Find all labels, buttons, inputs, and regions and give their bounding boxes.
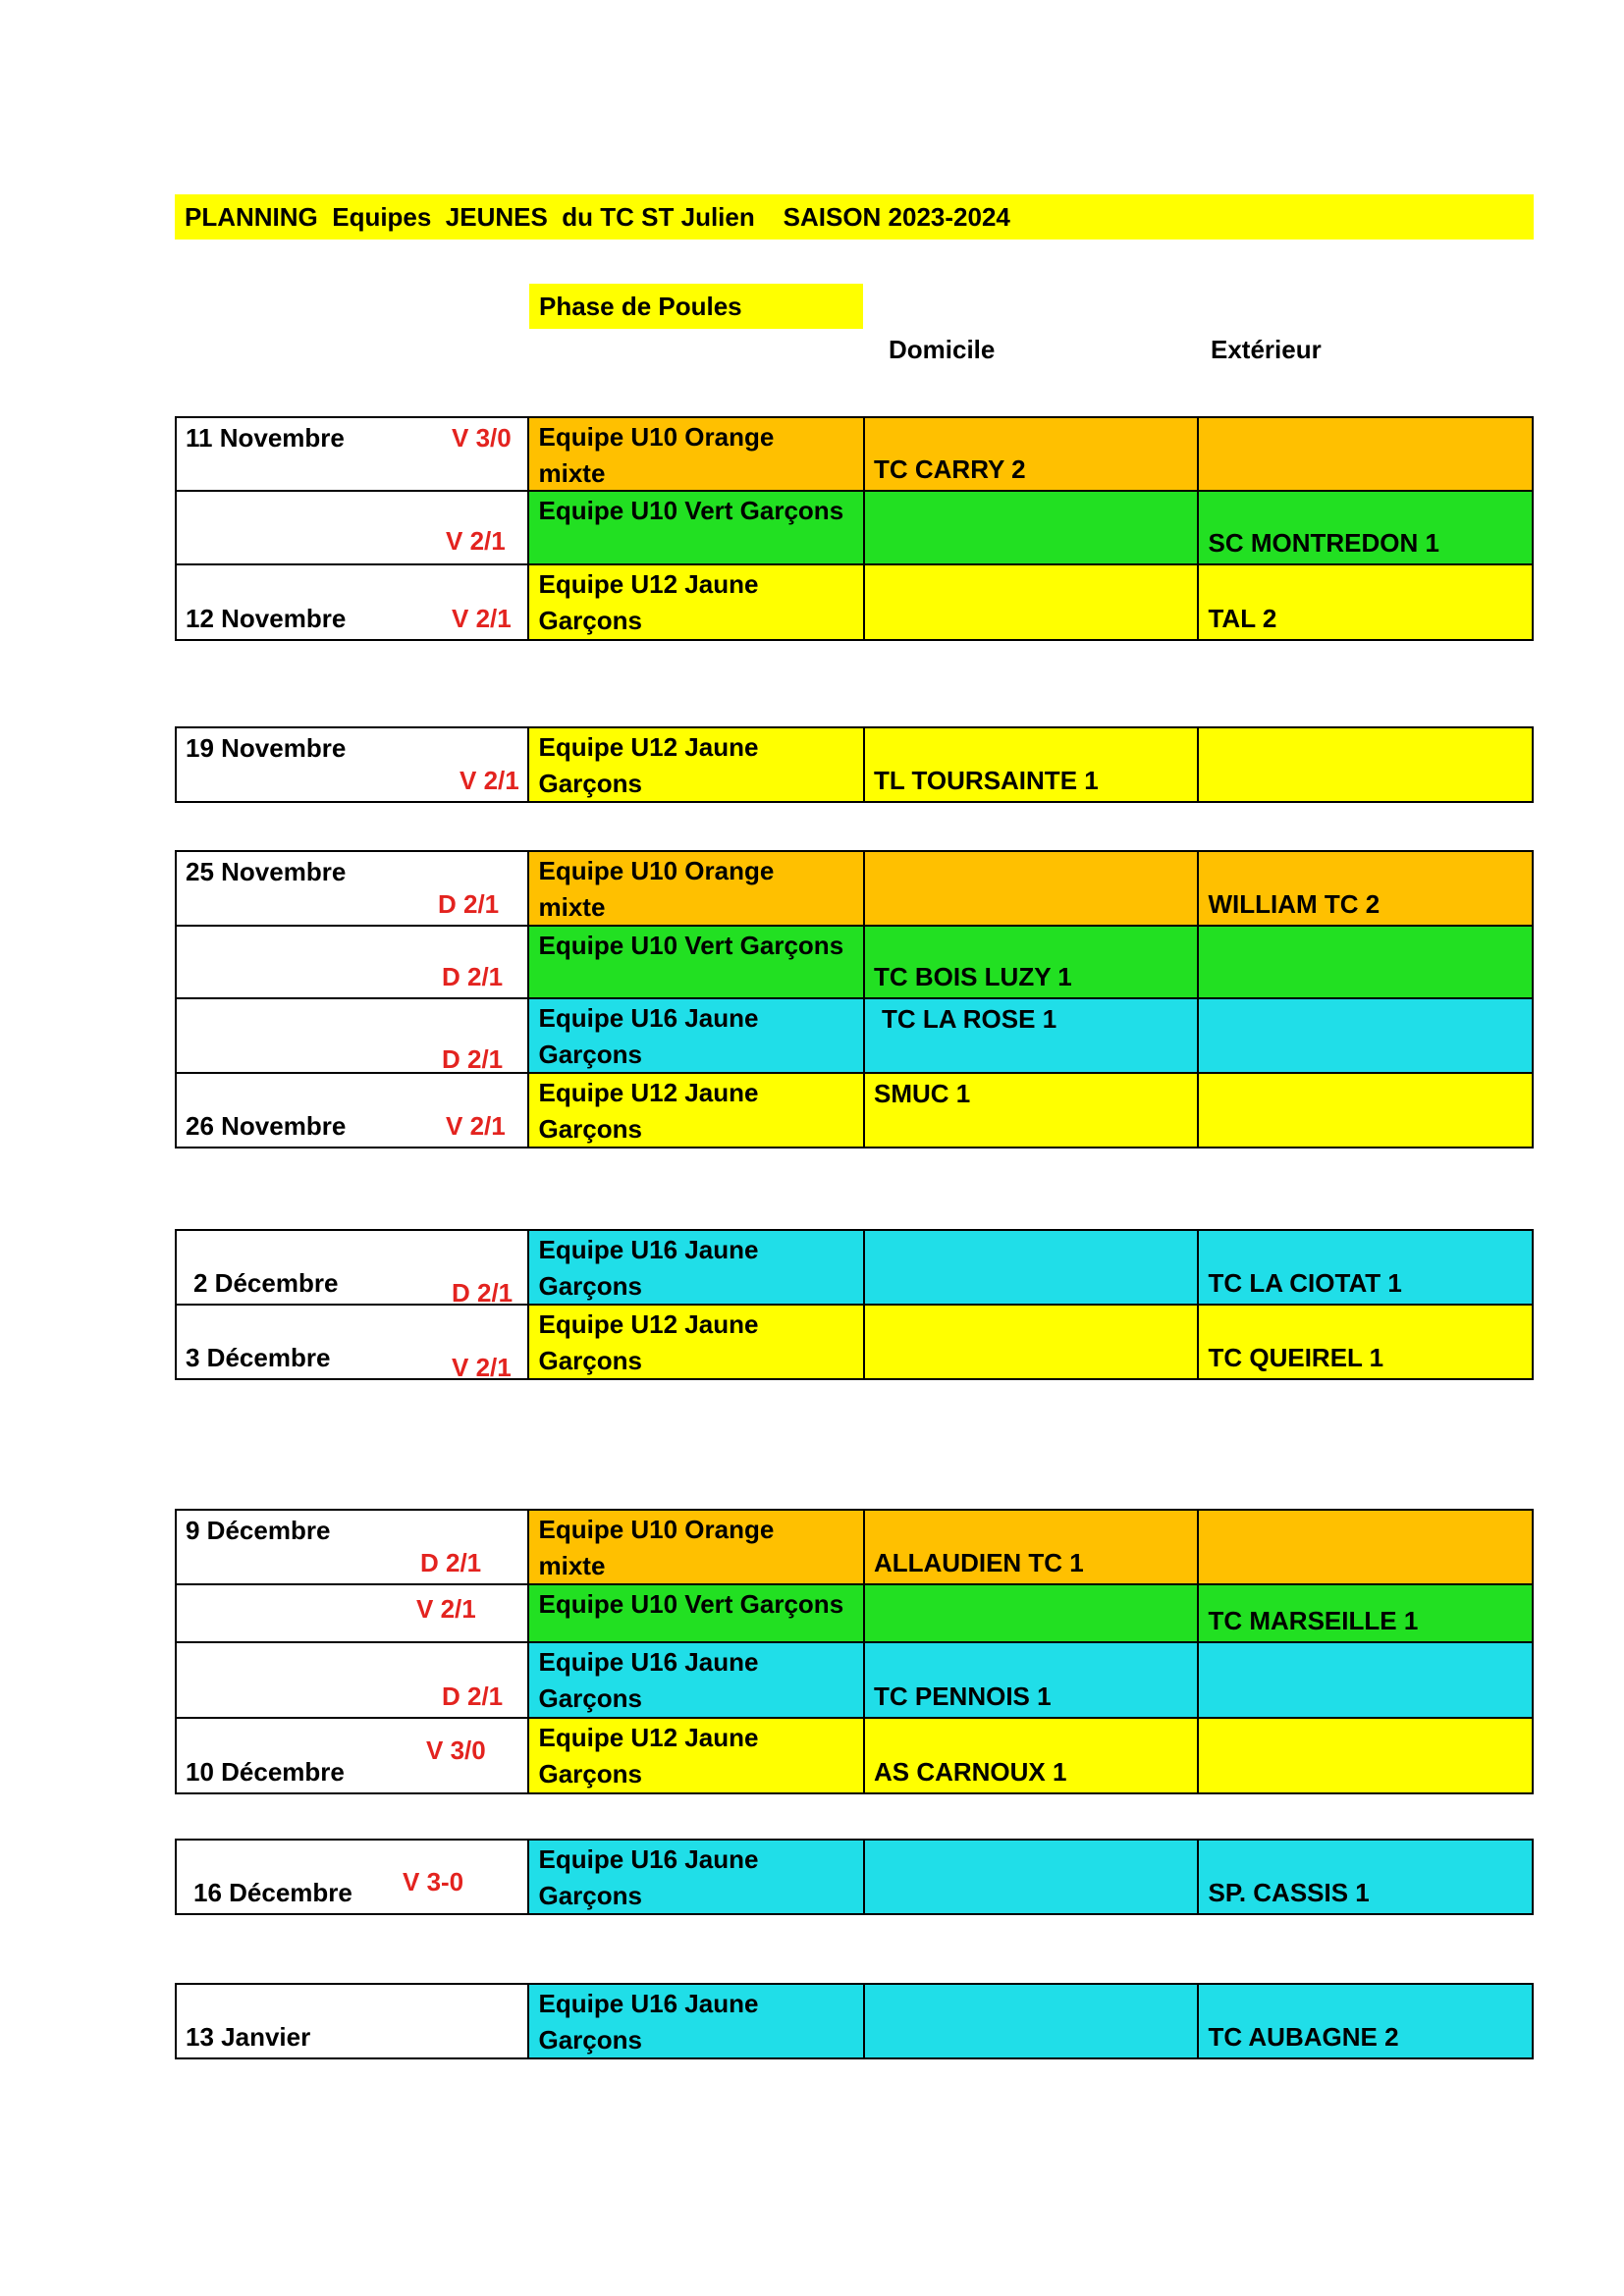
team-cell [529,1983,865,2059]
team-cell [529,927,865,999]
match-score: D 2/1 [442,962,504,991]
away-cell [1199,1074,1534,1148]
table-row [175,565,1534,641]
away-opponent: SC MONTREDON 1 [1208,528,1439,558]
away-cell [1199,1229,1534,1306]
home-cell [865,1839,1200,1915]
match-score: V 2/1 [446,526,506,556]
home-cell [865,1719,1200,1794]
home-cell [865,999,1200,1074]
phase-label: Phase de Poules [529,284,863,329]
team-category: mixte [538,892,606,922]
team-name: Equipe U12 Jaune [538,732,759,762]
away-cell [1199,1983,1534,2059]
home-cell [865,927,1200,999]
table-row [175,416,1534,492]
match-score: V 2/1 [452,1353,512,1382]
team-cell [529,850,865,927]
table-row [175,999,1534,1074]
match-score: V 3-0 [403,1867,464,1896]
home-cell [865,1074,1200,1148]
team-name: Equipe U10 Orange [538,422,775,452]
match-date: 11 Novembre [186,423,345,453]
team-category: Garçons [538,1881,642,1910]
away-cell [1199,1509,1534,1585]
team-cell [529,726,865,803]
team-category: Garçons [538,2025,642,2055]
home-opponent: TC CARRY 2 [873,454,1026,484]
table-row [175,1719,1534,1794]
table-row [175,850,1534,927]
team-name: Equipe U16 Jaune [538,1844,759,1874]
home-opponent: ALLAUDIEN TC 1 [873,1548,1084,1577]
home-opponent: TC PENNOIS 1 [873,1682,1052,1711]
team-cell [529,999,865,1074]
away-cell [1199,565,1534,641]
away-cell [1199,1839,1534,1915]
team-name: Equipe U12 Jaune [538,1078,759,1107]
team-name: Equipe U12 Jaune [538,569,759,599]
away-cell [1199,1585,1534,1643]
match-date: 16 Décembre [193,1878,352,1907]
away-cell [1199,850,1534,927]
table-row [175,492,1534,565]
schedule-block-7 [175,1983,1534,2059]
away-opponent: TC AUBAGNE 2 [1208,2022,1399,2052]
team-cell [529,1719,865,1794]
match-score: V 3/0 [452,423,512,453]
schedule-block-6 [175,1839,1534,1915]
column-header-away: Extérieur [1211,335,1322,364]
team-category: Garçons [538,1759,642,1789]
team-cell [529,1509,865,1585]
match-date: 13 Janvier [186,2022,311,2052]
team-category: mixte [538,458,606,488]
match-date: 12 Novembre [186,604,347,633]
table-row [175,1509,1534,1585]
match-score: V 2/1 [460,766,519,795]
match-date: 25 Novembre [186,857,347,886]
table-row [175,1839,1534,1915]
match-date: 9 Décembre [186,1516,331,1545]
table-row [175,1643,1534,1719]
schedule-block-2 [175,726,1534,803]
team-name: Equipe U12 Jaune [538,1309,759,1339]
home-opponent: TC LA ROSE 1 [881,1004,1057,1034]
home-cell [865,1983,1200,2059]
team-category: Garçons [538,769,642,798]
team-name: Equipe U10 Vert Garçons [538,496,844,525]
team-name: Equipe U10 Orange [538,1515,775,1544]
home-cell [865,1643,1200,1719]
team-cell [529,1074,865,1148]
schedule-block-5 [175,1509,1534,1794]
home-cell [865,1306,1200,1380]
table-row [175,927,1534,999]
home-cell [865,726,1200,803]
match-date: 26 Novembre [186,1111,347,1141]
team-name: Equipe U16 Jaune [538,1003,759,1033]
table-row [175,1074,1534,1148]
team-cell [529,416,865,492]
home-cell [865,850,1200,927]
table-row [175,1229,1534,1306]
home-cell [865,416,1200,492]
match-score: V 3/0 [426,1735,486,1765]
match-date: 19 Novembre [186,733,347,763]
home-opponent: TL TOURSAINTE 1 [873,766,1099,795]
away-cell [1199,726,1534,803]
table-row [175,1983,1534,2059]
away-cell [1199,927,1534,999]
home-cell [865,1585,1200,1643]
team-category: Garçons [538,1271,642,1301]
team-cell [529,1643,865,1719]
team-cell [529,492,865,565]
home-cell [865,492,1200,565]
team-category: Garçons [538,606,642,635]
home-cell [865,565,1200,641]
away-cell [1199,416,1534,492]
match-score: D 2/1 [442,1682,504,1711]
team-name: Equipe U16 Jaune [538,1989,759,2018]
away-opponent: TC LA CIOTAT 1 [1208,1268,1402,1298]
team-category: Garçons [538,1040,642,1069]
match-score: D 2/1 [420,1548,482,1577]
schedule-block-1 [175,416,1534,641]
home-opponent: SMUC 1 [873,1079,971,1108]
schedule-block-4 [175,1229,1534,1380]
away-cell [1199,1643,1534,1719]
match-score: V 2/1 [452,604,512,633]
team-cell [529,1229,865,1306]
schedule-block-3 [175,850,1534,1148]
home-cell [865,1229,1200,1306]
page-title: PLANNING Equipes JEUNES du TC ST Julien SAISON 2023-2024 [175,194,1534,240]
team-name: Equipe U12 Jaune [538,1723,759,1752]
team-category: Garçons [538,1346,642,1375]
match-score: V 2/1 [416,1594,476,1624]
away-opponent: TC MARSEILLE 1 [1208,1606,1419,1635]
team-name: Equipe U10 Vert Garçons [538,931,844,960]
home-opponent: AS CARNOUX 1 [873,1757,1067,1787]
match-score: D 2/1 [442,1044,504,1074]
away-opponent: TC QUEIREL 1 [1208,1343,1384,1372]
match-score: V 2/1 [446,1111,506,1141]
team-cell [529,1839,865,1915]
team-name: Equipe U10 Vert Garçons [538,1589,844,1619]
team-name: Equipe U16 Jaune [538,1647,759,1677]
match-date: 3 Décembre [186,1343,331,1372]
away-cell [1199,492,1534,565]
away-cell [1199,1719,1534,1794]
match-score: D 2/1 [438,889,500,919]
match-score: D 2/1 [452,1278,514,1308]
home-cell [865,1509,1200,1585]
match-date: 2 Décembre [193,1268,339,1298]
away-cell [1199,1306,1534,1380]
table-row [175,1306,1534,1380]
home-opponent: TC BOIS LUZY 1 [873,962,1072,991]
team-category: mixte [538,1551,606,1580]
away-opponent: TAL 2 [1208,604,1277,633]
team-cell [529,1585,865,1643]
team-name: Equipe U16 Jaune [538,1235,759,1264]
away-cell [1199,999,1534,1074]
column-header-home: Domicile [889,335,996,364]
away-opponent: WILLIAM TC 2 [1208,889,1380,919]
team-category: Garçons [538,1114,642,1144]
team-cell [529,565,865,641]
team-category: Garçons [538,1683,642,1713]
match-date: 10 Décembre [186,1757,345,1787]
away-opponent: SP. CASSIS 1 [1208,1878,1370,1907]
table-row [175,1585,1534,1643]
team-cell [529,1306,865,1380]
team-name: Equipe U10 Orange [538,856,775,885]
table-row [175,726,1534,803]
